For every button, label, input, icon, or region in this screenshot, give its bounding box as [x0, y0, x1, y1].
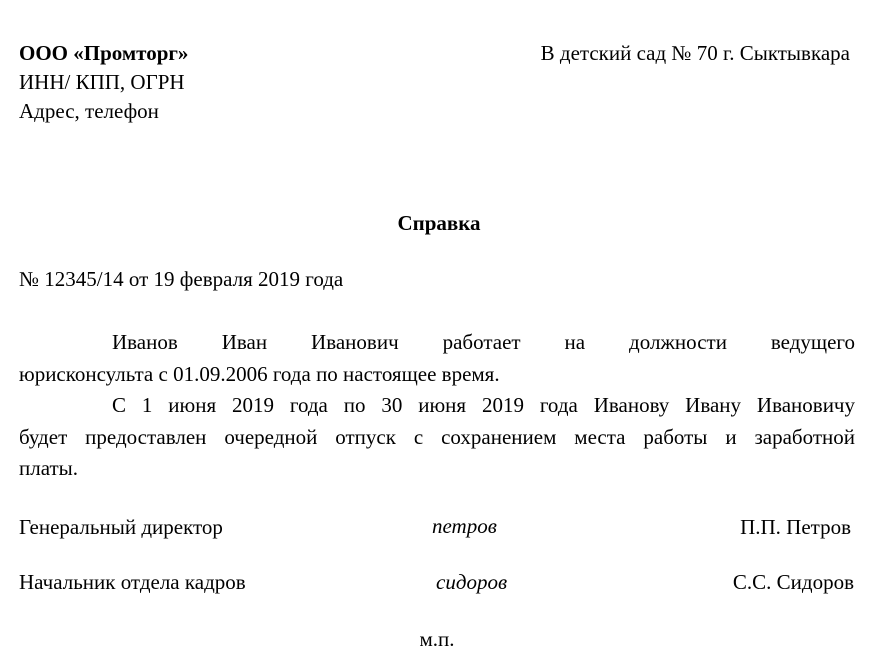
director-signature: петров: [432, 514, 497, 538]
paragraph-line: юрисконсульта с 01.09.2006 года по настоящее время.: [19, 361, 500, 386]
document-title: Справка: [397, 211, 481, 235]
stamp-place: м.п.: [419, 627, 455, 651]
director-title: Генеральный директор: [19, 515, 223, 539]
recipient: В детский сад № 70 г. Сыктывкара: [540, 41, 850, 65]
hr-head-signature: сидоров: [436, 570, 508, 594]
hr-head-title: Начальник отдела кадров: [19, 570, 246, 594]
organization-block: [19, 43, 188, 130]
paragraph-line: платы.: [19, 456, 79, 480]
document-number: № 12345/14 от 19 февраля 2019 года: [19, 267, 344, 291]
organization-contacts: Адрес, телефон: [19, 99, 159, 123]
director-name: П.П. Петров: [740, 515, 851, 539]
paragraph-vacation: [19, 390, 855, 485]
paragraph-employment: [19, 327, 855, 390]
paragraph-line: будет предоставлен очередной отпуск с сохранением места работы и заработной: [19, 424, 855, 449]
hr-head-name: С.С. Сидоров: [732, 570, 854, 594]
organization-ids: ИНН/ КПП, ОГРН: [19, 70, 185, 94]
paragraph-line: Иванов Иван Иванович работает на должности ведущего: [112, 330, 855, 354]
paragraph-line: С 1 июня 2019 года по 30 июня 2019 года Иванову Ивану Ивановичу: [112, 393, 855, 417]
organization-name: ООО «Промторг»: [19, 41, 189, 65]
